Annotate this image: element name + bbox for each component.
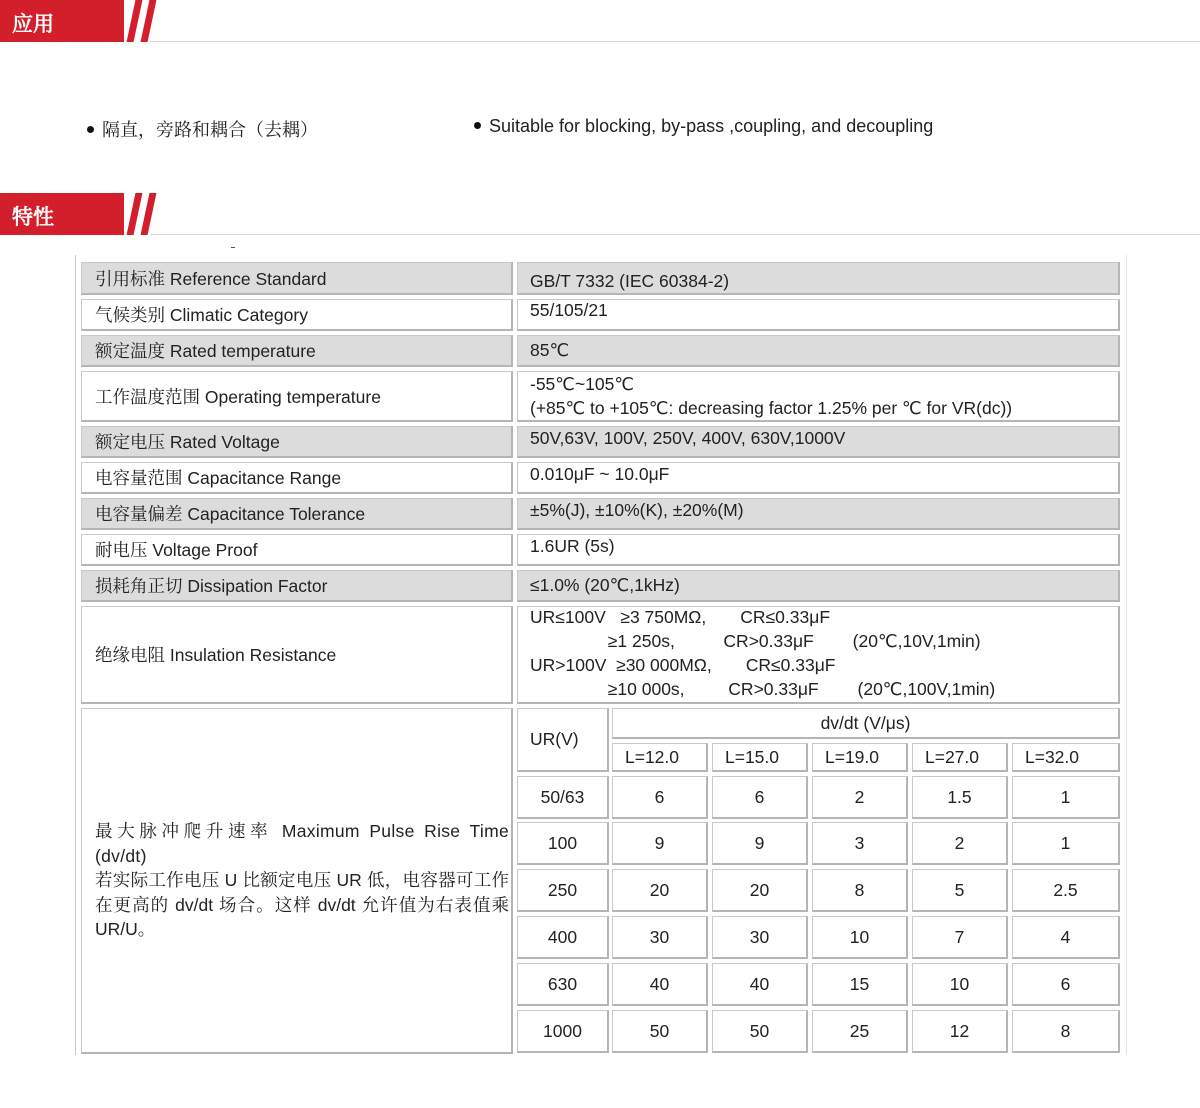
length-header: L=12.0	[612, 743, 708, 772]
dvdt-value-cell: 30	[612, 916, 708, 959]
insulation-line: ≥1 250s, CR>0.33μF (20℃,10V,1min)	[530, 631, 981, 651]
dvdt-value-cell: 2	[812, 776, 908, 819]
dvdt-value-cell: 9	[612, 822, 708, 865]
length-header: L=32.0	[1012, 743, 1120, 772]
dvdt-value-cell: 20	[712, 869, 808, 912]
dvdt-value-cell: 50	[612, 1010, 708, 1053]
dvdt-value-cell: 8	[1012, 1010, 1120, 1053]
spec-value-rated-voltage: 50V,63V, 100V, 250V, 400V, 630V,1000V	[517, 426, 1120, 458]
dvdt-value-cell: 6	[612, 776, 708, 819]
ur-cell: 100	[517, 822, 609, 865]
spec-label-voltage-proof: 耐电压 Voltage Proof	[81, 534, 513, 566]
dvdt-value-cell: 10	[912, 963, 1008, 1006]
header-slash-1	[127, 193, 143, 235]
spec-table	[75, 255, 1127, 1055]
insulation-line: UR>100V ≥30 000MΩ, CR≤0.33μF	[530, 655, 836, 675]
dvdt-value-cell: 3	[812, 822, 908, 865]
header-slash-2	[141, 193, 157, 235]
application-title: 应用	[12, 12, 54, 36]
characteristics-title: 特性	[12, 205, 54, 229]
spec-value-operating-temperature: -55℃~105℃ (+85℃ to +105℃: decreasing factor 1.25% per ℃ for VR(dc))	[517, 371, 1120, 422]
spec-value-capacitance-tolerance: ±5%(J), ±10%(K), ±20%(M)	[517, 498, 1120, 530]
insulation-line: UR≤100V ≥3 750MΩ, CR≤0.33μF	[530, 607, 831, 627]
section-title-bar	[0, 0, 124, 42]
dvdt-value-cell: 30	[712, 916, 808, 959]
ur-cell: 1000	[517, 1010, 609, 1053]
spec-label-climatic-category: 气候类别 Climatic Category	[81, 299, 513, 331]
dvdt-value-cell: 1	[1012, 822, 1120, 865]
header-slash-2	[141, 0, 157, 42]
header-divider	[150, 234, 1200, 235]
application-section-header	[0, 0, 1200, 42]
spec-label-operating-temperature: 工作温度范围 Operating temperature	[81, 371, 513, 422]
characteristics-section-header	[0, 193, 1200, 235]
spec-label-dissipation-factor: 损耗角正切 Dissipation Factor	[81, 570, 513, 602]
length-header: L=15.0	[712, 743, 808, 772]
spec-value-reference-standard: GB/T 7332 (IEC 60384-2)	[517, 262, 1120, 295]
dvdt-value-cell: 4	[1012, 916, 1120, 959]
spec-label-capacitance-range: 电容量范围 Capacitance Range	[81, 462, 513, 494]
section-title-bar	[0, 193, 124, 235]
spec-value-dissipation-factor: ≤1.0% (20℃,1kHz)	[517, 570, 1120, 602]
dvdt-value-cell: 9	[712, 822, 808, 865]
spec-value-climatic-category: 55/105/21	[517, 299, 1120, 331]
dvdt-value-cell: 20	[612, 869, 708, 912]
spec-value-rated-temperature: 85℃	[517, 335, 1120, 367]
ur-header: UR(V)	[517, 708, 609, 772]
dvdt-value-cell: 40	[712, 963, 808, 1006]
spec-label-capacitance-tolerance: 电容量偏差 Capacitance Tolerance	[81, 498, 513, 530]
ur-cell: 400	[517, 916, 609, 959]
pulse-rise-note: 若实际工作电压 U 比额定电压 UR 低，电容器可工作在更高的 dv/dt 场合。这样 dv/dt 允许值为右表值乘 UR/U。	[95, 870, 509, 940]
bullet-icon	[87, 126, 94, 133]
bullet-icon	[474, 122, 481, 129]
application-item-cn: 隔直，旁路和耦合（去耦）	[87, 116, 318, 142]
dvdt-value-cell: 2.5	[1012, 869, 1120, 912]
dvdt-value-cell: 1	[1012, 776, 1120, 819]
ur-cell: 50/63	[517, 776, 609, 819]
spec-label-rated-temperature: 额定温度 Rated temperature	[81, 335, 513, 367]
dvdt-header: dv/dt (V/μs)	[612, 708, 1120, 739]
spec-label-insulation-resistance: 绝缘电阻 Insulation Resistance	[81, 606, 513, 704]
tick-mark	[231, 247, 235, 248]
dvdt-value-cell: 2	[912, 822, 1008, 865]
dvdt-value-cell: 40	[612, 963, 708, 1006]
pulse-rise-label	[81, 708, 513, 1054]
dvdt-value-cell: 6	[712, 776, 808, 819]
dvdt-value-cell: 15	[812, 963, 908, 1006]
length-header: L=27.0	[912, 743, 1008, 772]
length-header: L=19.0	[812, 743, 908, 772]
spec-value-voltage-proof: 1.6UR (5s)	[517, 534, 1120, 566]
pulse-rise-title: 最大脉冲爬升速率 Maximum Pulse Rise Time (dv/dt)	[95, 821, 509, 866]
header-slash-1	[127, 0, 143, 42]
dvdt-value-cell: 12	[912, 1010, 1008, 1053]
spec-label-reference-standard: 引用标准 Reference Standard	[81, 262, 513, 295]
dvdt-value-cell: 1.5	[912, 776, 1008, 819]
spec-value-capacitance-range: 0.010μF ~ 10.0μF	[517, 462, 1120, 494]
ur-cell: 250	[517, 869, 609, 912]
spec-label-rated-voltage: 额定电压 Rated Voltage	[81, 426, 513, 458]
dvdt-value-cell: 5	[912, 869, 1008, 912]
ur-cell: 630	[517, 963, 609, 1006]
dvdt-value-cell: 10	[812, 916, 908, 959]
dvdt-value-cell: 7	[912, 916, 1008, 959]
dvdt-value-cell: 6	[1012, 963, 1120, 1006]
dvdt-value-cell: 8	[812, 869, 908, 912]
dvdt-value-cell: 50	[712, 1010, 808, 1053]
header-divider	[150, 41, 1200, 42]
insulation-line: ≥10 000s, CR>0.33μF (20℃,100V,1min)	[530, 679, 996, 699]
application-item-en: Suitable for blocking, by-pass ,coupling, and decoupling	[474, 116, 933, 137]
spec-value-insulation-resistance	[517, 606, 1120, 704]
dvdt-value-cell: 25	[812, 1010, 908, 1053]
